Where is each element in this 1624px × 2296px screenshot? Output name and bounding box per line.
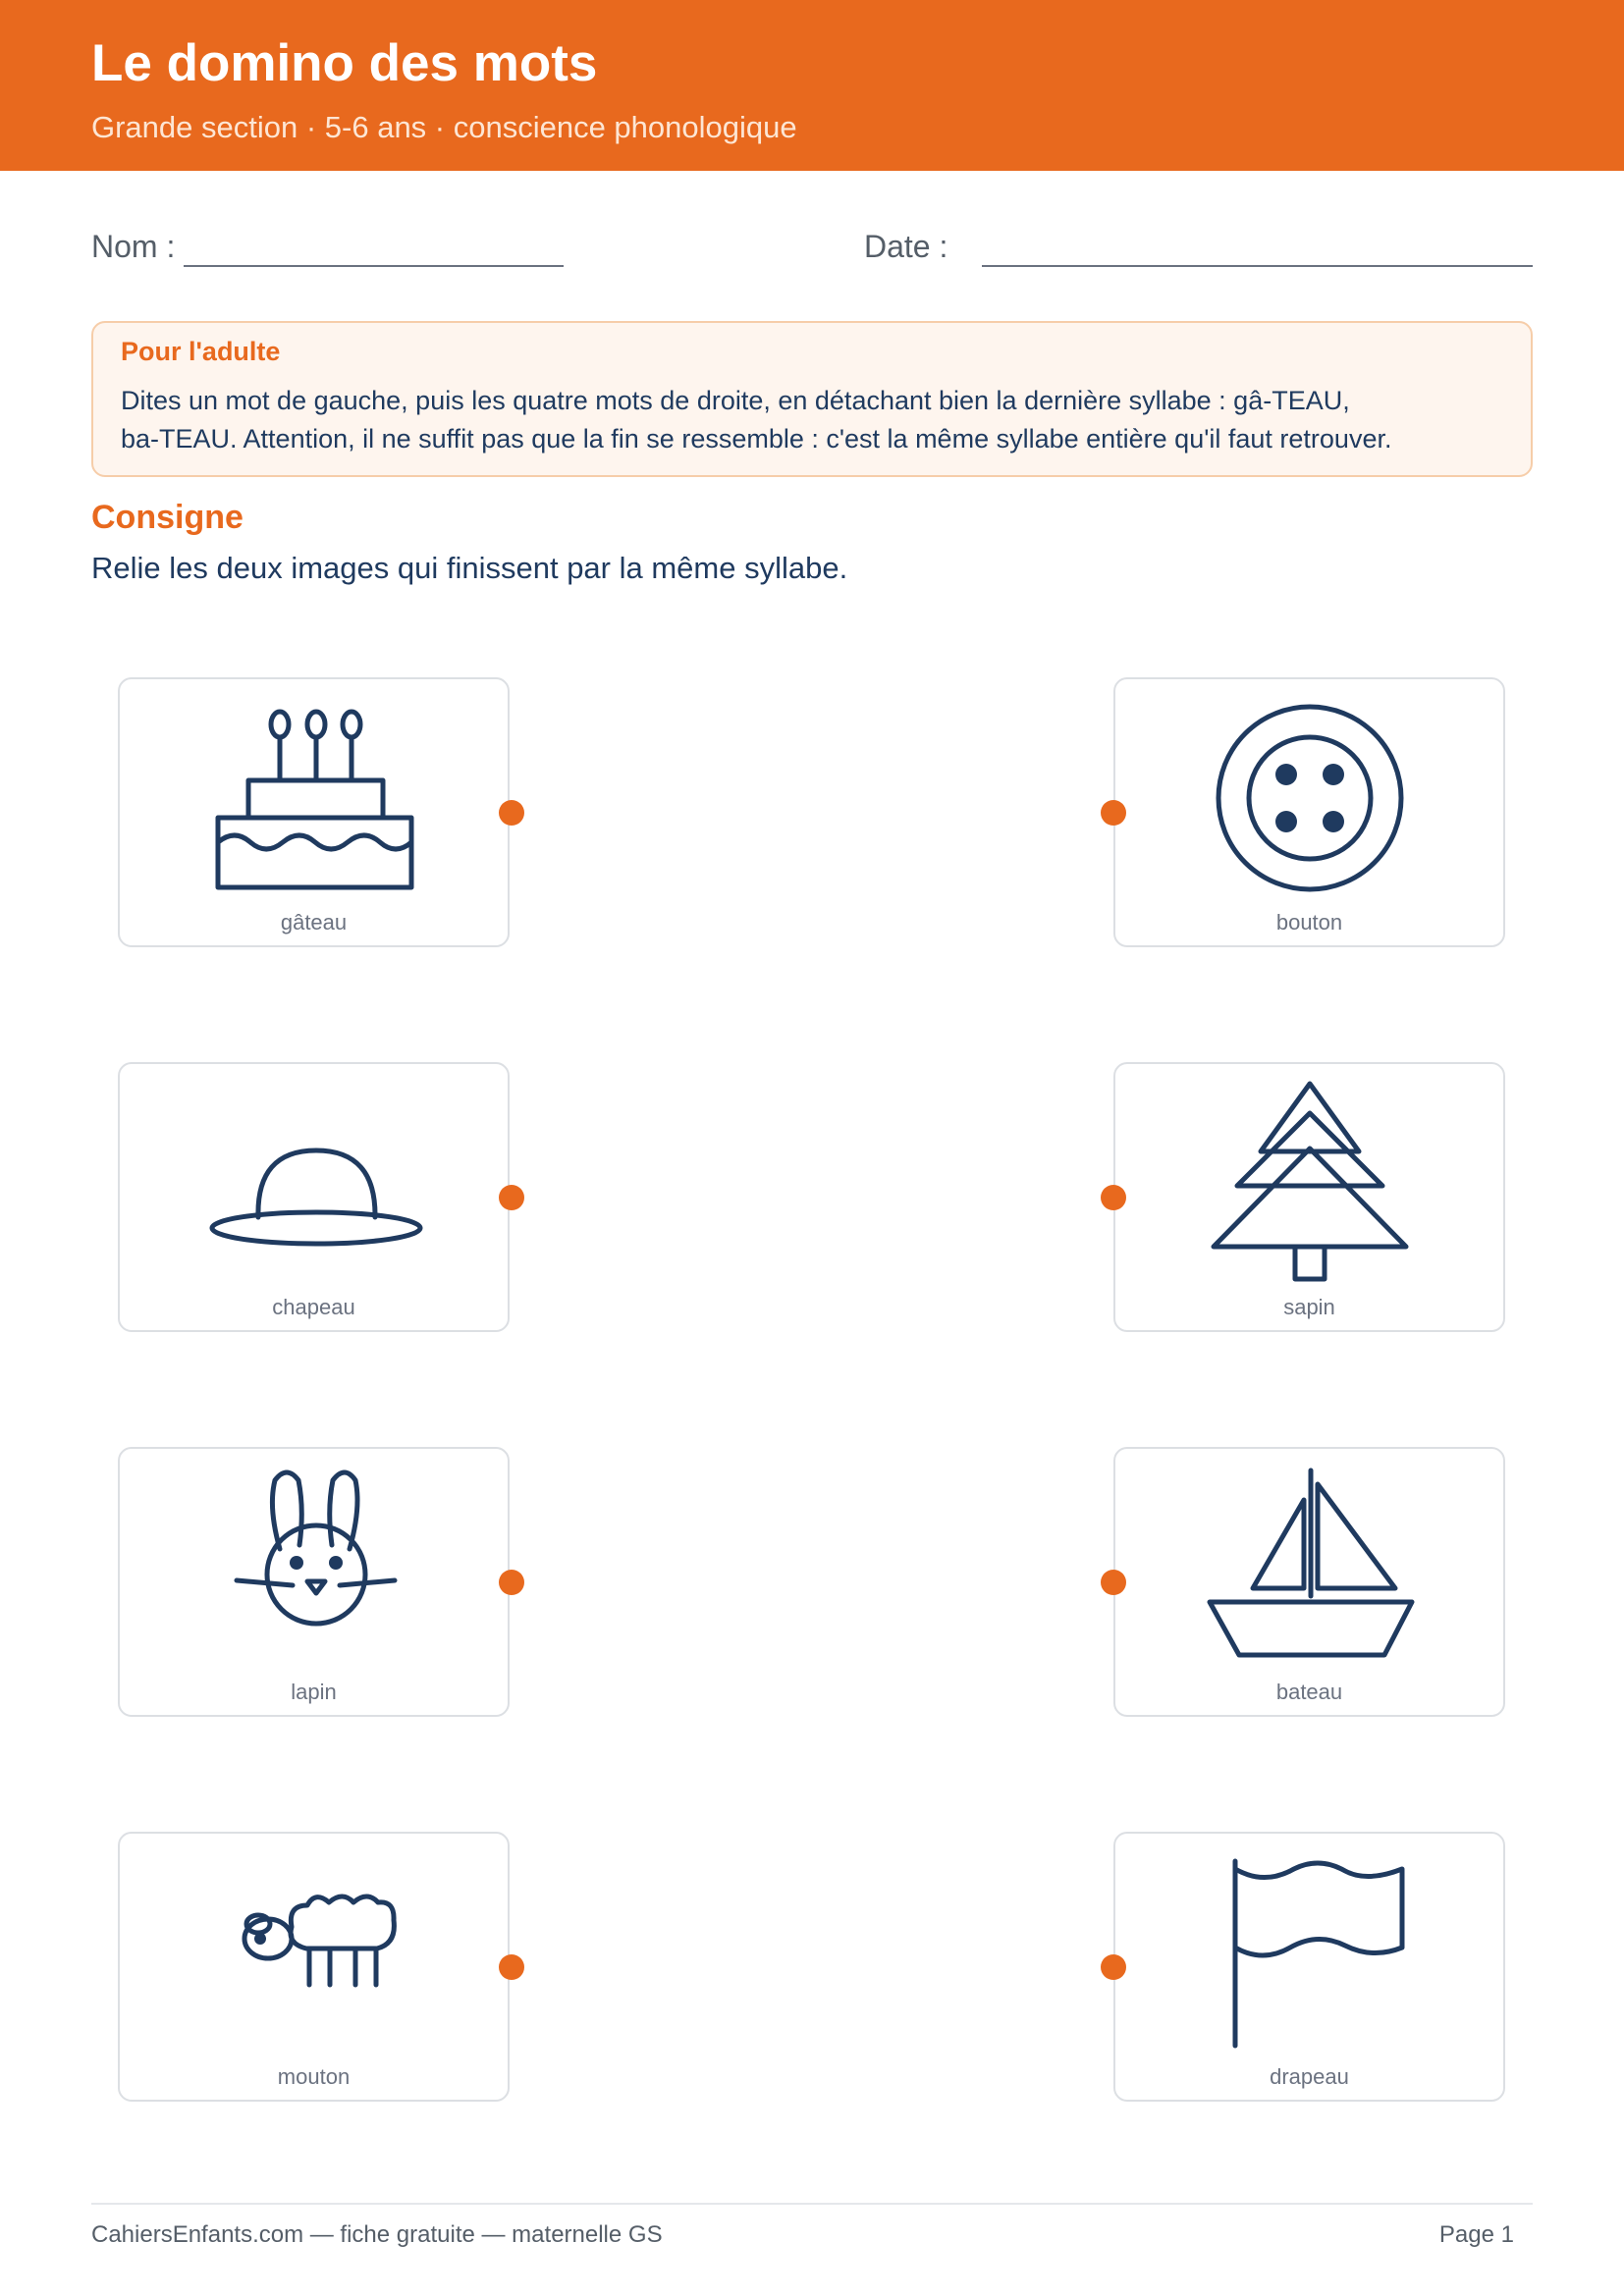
- date-field[interactable]: [982, 265, 1533, 267]
- rabbit-icon: [120, 1449, 508, 1715]
- card-left-1: [118, 677, 510, 947]
- card-left-4: [118, 1832, 510, 2102]
- card-label: gâteau: [280, 910, 348, 934]
- connect-dot-left-4[interactable]: [499, 1954, 524, 1980]
- card-label: lapin: [291, 1680, 337, 1704]
- card-left-2: [118, 1062, 510, 1332]
- fir-tree-icon: [1115, 1064, 1503, 1330]
- page-subtitle: Grande section · 5-6 ans · conscience phonologique: [91, 110, 797, 144]
- card-label: bouton: [1275, 910, 1343, 934]
- connect-dot-right-2[interactable]: [1101, 1185, 1126, 1210]
- instruction-text: Relie les deux images qui finissent par la même syllabe.: [91, 551, 848, 585]
- card-label: bateau: [1275, 1680, 1343, 1704]
- sailboat-icon: [1115, 1449, 1503, 1715]
- connect-dot-left-3[interactable]: [499, 1570, 524, 1595]
- hat-icon: [120, 1064, 508, 1330]
- connect-dot-left-2[interactable]: [499, 1185, 524, 1210]
- adult-note-text: [121, 382, 1515, 458]
- flag-icon: [1115, 1834, 1503, 2100]
- card-left-3: [118, 1447, 510, 1717]
- footer-divider: [91, 2203, 1533, 2205]
- adult-note-title: Pour l'adulte: [121, 337, 281, 366]
- card-right-4: [1113, 1832, 1505, 2102]
- card-right-1: [1113, 677, 1505, 947]
- instruction-title: Consigne: [91, 499, 244, 536]
- date-label: Date :: [864, 229, 948, 264]
- adult-note-box: [91, 321, 1533, 477]
- cake-icon: [120, 679, 508, 945]
- name-label: Nom :: [91, 229, 176, 264]
- card-label: drapeau: [1270, 2064, 1349, 2089]
- page-number: Page 1: [1438, 2221, 1514, 2248]
- connect-dot-left-1[interactable]: [499, 800, 524, 826]
- card-right-2: [1113, 1062, 1505, 1332]
- connect-dot-right-3[interactable]: [1101, 1570, 1126, 1595]
- card-label: mouton: [277, 2064, 351, 2089]
- adult-note-line-1: Dites un mot de gauche, puis les quatre mots de droite, en détachant bien la dernière syllabe : gâ-TEAU,: [121, 386, 1350, 415]
- button-icon: [1115, 679, 1503, 945]
- sheep-icon: [120, 1834, 508, 2100]
- connect-dot-right-4[interactable]: [1101, 1954, 1126, 1980]
- connect-dot-right-1[interactable]: [1101, 800, 1126, 826]
- adult-note-line-2: ba-TEAU. Attention, il ne suffit pas que la fin se ressemble : c'est la même syllabe entière qu'il faut retrouver.: [121, 424, 1392, 454]
- card-right-3: [1113, 1447, 1505, 1717]
- card-label: sapin: [1283, 1295, 1335, 1319]
- card-label: chapeau: [272, 1295, 355, 1319]
- page-title: Le domino des mots: [91, 34, 598, 92]
- page-header: [0, 0, 1624, 171]
- footer-source: CahiersEnfants.com — fiche gratuite — maternelle GS: [91, 2221, 663, 2248]
- name-field[interactable]: [184, 265, 564, 267]
